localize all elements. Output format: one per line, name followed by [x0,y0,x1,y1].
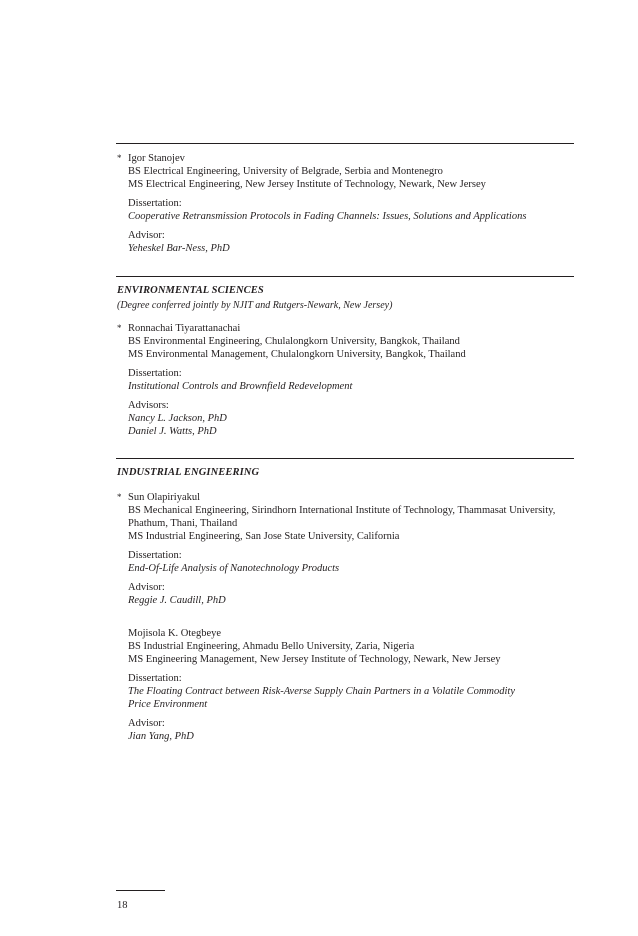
graduate-entry [117,152,577,255]
degree-line: MS Industrial Engineering, San Jose State University, California [128,531,400,542]
advisor-name: Daniel J. Watts, PhD [128,426,217,437]
dissertation-label: Dissertation: [128,673,182,684]
degree-line: BS Environmental Engineering, Chulalongkorn University, Bangkok, Thailand [128,336,460,347]
section-rule [116,458,574,459]
advisor-label: Advisor: [128,582,165,593]
degree-line: MS Environmental Management, Chulalongkorn University, Bangkok, Thailand [128,349,466,360]
degree-line: MS Engineering Management, New Jersey Institute of Technology, Newark, New Jersey [128,654,501,665]
graduate-entry [117,491,577,607]
dissertation-title: The Floating Contract between Risk-Averse Supply Chain Partners in a Volatile Commodity [128,686,515,697]
advisor-name: Reggie J. Caudill, PhD [128,595,226,606]
dissertation-label: Dissertation: [128,368,182,379]
advisor-name: Yeheskel Bar-Ness, PhD [128,243,230,254]
graduate-name: Mojisola K. Otegbeye [128,628,222,639]
advisor-name: Nancy L. Jackson, PhD [128,413,227,424]
graduate-entry [117,322,577,438]
dissertation-title: Institutional Controls and Brownfield Redevelopment [128,381,353,392]
entry-marker: * [117,492,122,502]
graduate-entry [117,627,577,743]
section-title: INDUSTRIAL ENGINEERING [117,467,260,478]
degree-line: BS Electrical Engineering, University of Belgrade, Serbia and Montenegro [128,166,443,177]
degree-line: Phathum, Thani, Thailand [128,518,238,529]
graduate-name: Ronnachai Tiyarattanachai [128,323,241,334]
entry-marker: * [117,323,122,333]
entry-marker: * [117,153,122,163]
section-note: (Degree conferred jointly by NJIT and Rutgers-Newark, New Jersey) [117,300,393,311]
degree-line: BS Industrial Engineering, Ahmadu Bello University, Zaria, Nigeria [128,641,415,652]
advisor-label: Advisors: [128,400,169,411]
advisor-label: Advisor: [128,718,165,729]
section-rule [116,143,574,144]
dissertation-label: Dissertation: [128,550,182,561]
graduate-name: Sun Olapiriyakul [128,492,201,503]
dissertation-title: Cooperative Retransmission Protocols in Fading Channels: Issues, Solutions and Applications [128,211,527,222]
degree-line: MS Electrical Engineering, New Jersey Institute of Technology, Newark, New Jersey [128,179,486,190]
footer-rule [116,890,165,891]
advisor-label: Advisor: [128,230,165,241]
section-rule [116,276,574,277]
advisor-name: Jian Yang, PhD [128,731,194,742]
graduate-name: Igor Stanojev [128,153,185,164]
degree-line: BS Mechanical Engineering, Sirindhorn International Institute of Technology, Thammasat University, [128,505,556,516]
dissertation-title-cont: Price Environment [128,699,208,710]
section-title: ENVIRONMENTAL SCIENCES [117,285,264,296]
page-number: 18 [117,900,128,911]
dissertation-title: End-Of-Life Analysis of Nanotechnology Products [128,563,340,574]
dissertation-label: Dissertation: [128,198,182,209]
